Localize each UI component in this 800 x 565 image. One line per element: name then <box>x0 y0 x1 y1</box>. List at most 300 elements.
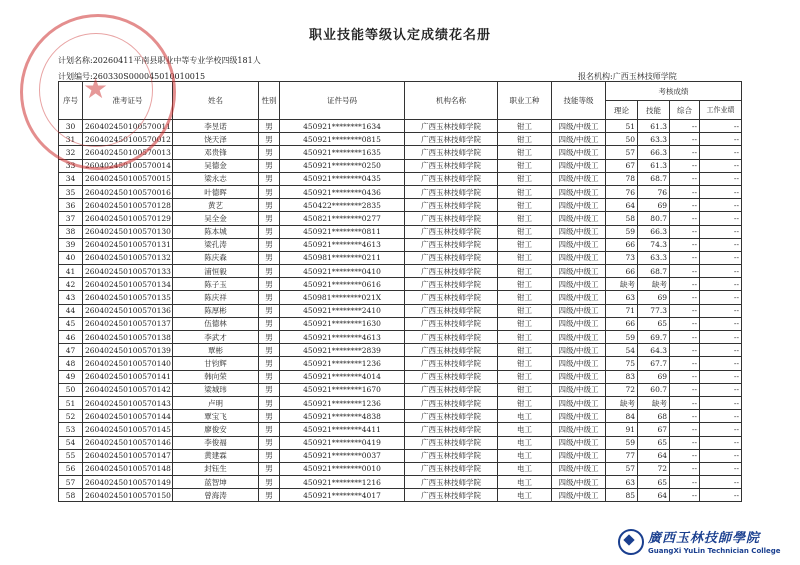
cell-org: 广西玉林技师学院 <box>405 238 498 251</box>
cell-level: 四级/中级工 <box>552 331 606 344</box>
cell-overall: -- <box>670 278 700 291</box>
cell-name: 韩向荣 <box>173 370 259 383</box>
cell-name: 陈庆森 <box>173 251 259 264</box>
cell-theory: 63 <box>606 476 638 489</box>
cell-seq: 56 <box>59 462 83 475</box>
cell-org: 广西玉林技师学院 <box>405 476 498 489</box>
cell-id: 450921********4017 <box>280 489 405 502</box>
cell-job: 钳工 <box>498 317 552 330</box>
table-row <box>59 225 742 238</box>
cell-work: -- <box>700 225 742 238</box>
cell-job: 钳工 <box>498 251 552 264</box>
cell-work: -- <box>700 489 742 502</box>
cell-level: 四级/中级工 <box>552 357 606 370</box>
cell-name: 邓贵锋 <box>173 146 259 159</box>
cell-name: 陈庆祥 <box>173 291 259 304</box>
cell-seq: 31 <box>59 133 83 146</box>
agency-name: 广西玉林技师学院 <box>612 72 677 81</box>
cell-ticket: 260402450100570149 <box>83 476 173 489</box>
table-row <box>59 436 742 449</box>
cell-id: 450981********021X <box>280 291 405 304</box>
cell-gender: 男 <box>259 291 280 304</box>
cell-theory: 72 <box>606 383 638 396</box>
cell-work: -- <box>700 120 742 133</box>
cell-work: -- <box>700 146 742 159</box>
cell-seq: 38 <box>59 225 83 238</box>
cell-level: 四级/中级工 <box>552 344 606 357</box>
cell-gender: 男 <box>259 410 280 423</box>
cell-work: -- <box>700 212 742 225</box>
cell-job: 钳工 <box>498 278 552 291</box>
cell-seq: 54 <box>59 436 83 449</box>
cell-overall: -- <box>670 251 700 264</box>
cell-name: 李昱诺 <box>173 120 259 133</box>
cell-work: -- <box>700 304 742 317</box>
cell-skill: 67 <box>638 423 670 436</box>
cell-ticket: 260402450100570139 <box>83 344 173 357</box>
table-row <box>59 357 742 370</box>
cell-theory: 50 <box>606 133 638 146</box>
cell-work: -- <box>700 370 742 383</box>
cell-job: 钳工 <box>498 304 552 317</box>
cell-id: 450921********0435 <box>280 172 405 185</box>
cell-level: 四级/中级工 <box>552 159 606 172</box>
cell-org: 广西玉林技师学院 <box>405 146 498 159</box>
cell-overall: -- <box>670 436 700 449</box>
cell-org: 广西玉林技师学院 <box>405 225 498 238</box>
document-title: 职业技能等级认定成绩花名册 <box>308 28 491 43</box>
cell-name: 梁永志 <box>173 172 259 185</box>
cell-ticket: 260402450100570012 <box>83 133 173 146</box>
cell-skill: 67.7 <box>638 357 670 370</box>
cell-overall: -- <box>670 449 700 462</box>
cell-skill: 80.7 <box>638 212 670 225</box>
cell-seq: 33 <box>59 159 83 172</box>
table-row <box>59 383 742 396</box>
cell-level: 四级/中级工 <box>552 423 606 436</box>
cell-skill: 缺考 <box>638 396 670 409</box>
cell-level: 四级/中级工 <box>552 146 606 159</box>
cell-job: 电工 <box>498 462 552 475</box>
cell-gender: 男 <box>259 120 280 133</box>
cell-id: 450921********4613 <box>280 238 405 251</box>
cell-work: -- <box>700 265 742 278</box>
plan-name: 20260411平南县职业中等专业学校四级181人 <box>92 56 261 65</box>
header-seq: 序号 <box>59 82 83 120</box>
cell-id: 450921********0250 <box>280 159 405 172</box>
table-row <box>59 410 742 423</box>
header-org: 机构名称 <box>405 82 498 120</box>
cell-skill: 77.3 <box>638 304 670 317</box>
cell-work: -- <box>700 317 742 330</box>
cell-job: 钳工 <box>498 357 552 370</box>
logo-english-name: GuangXi YuLin Technician College <box>648 547 781 555</box>
cell-level: 四级/中级工 <box>552 396 606 409</box>
cell-ticket: 260402450100570142 <box>83 383 173 396</box>
table-row <box>59 317 742 330</box>
cell-gender: 男 <box>259 304 280 317</box>
cell-level: 四级/中级工 <box>552 120 606 133</box>
cell-gender: 男 <box>259 265 280 278</box>
cell-skill: 66.3 <box>638 146 670 159</box>
cell-skill: 61.3 <box>638 159 670 172</box>
cell-overall: -- <box>670 172 700 185</box>
header-name: 姓名 <box>173 82 259 120</box>
cell-name: 曾海涛 <box>173 489 259 502</box>
cell-overall: -- <box>670 370 700 383</box>
header-overall: 综合 <box>670 101 700 120</box>
cell-gender: 男 <box>259 357 280 370</box>
cell-theory: 59 <box>606 225 638 238</box>
cell-job: 钳工 <box>498 159 552 172</box>
cell-org: 广西玉林技师学院 <box>405 436 498 449</box>
cell-overall: -- <box>670 317 700 330</box>
cell-skill: 61.3 <box>638 120 670 133</box>
table-row <box>59 449 742 462</box>
cell-gender: 男 <box>259 251 280 264</box>
cell-ticket: 260402450100570143 <box>83 396 173 409</box>
cell-name: 陈厚彬 <box>173 304 259 317</box>
cell-overall: -- <box>670 185 700 198</box>
cell-overall: -- <box>670 396 700 409</box>
cell-theory: 85 <box>606 489 638 502</box>
cell-skill: 63.3 <box>638 133 670 146</box>
cell-job: 电工 <box>498 436 552 449</box>
cell-theory: 73 <box>606 251 638 264</box>
logo-chinese-name: 廣西玉林技師學院 <box>648 531 761 546</box>
cell-overall: -- <box>670 304 700 317</box>
cell-gender: 男 <box>259 133 280 146</box>
cell-id: 450921********2839 <box>280 344 405 357</box>
cell-theory: 58 <box>606 212 638 225</box>
cell-skill: 68.7 <box>638 265 670 278</box>
header-ticket: 准考证号 <box>83 82 173 120</box>
cell-ticket: 260402450100570015 <box>83 172 173 185</box>
cell-seq: 52 <box>59 410 83 423</box>
college-logo <box>618 527 798 561</box>
cell-level: 四级/中级工 <box>552 410 606 423</box>
cell-theory: 缺考 <box>606 278 638 291</box>
cell-name: 廖俊安 <box>173 423 259 436</box>
table-row <box>59 185 742 198</box>
cell-skill: 65 <box>638 476 670 489</box>
plan-no-label: 计划编号: <box>58 72 93 81</box>
header-work: 工作业绩 <box>700 101 742 120</box>
cell-job: 电工 <box>498 449 552 462</box>
cell-gender: 男 <box>259 436 280 449</box>
cell-job: 钳工 <box>498 199 552 212</box>
cell-job: 钳工 <box>498 383 552 396</box>
cell-theory: 84 <box>606 410 638 423</box>
cell-name: 吴德金 <box>173 159 259 172</box>
cell-level: 四级/中级工 <box>552 449 606 462</box>
cell-job: 钳工 <box>498 225 552 238</box>
cell-overall: -- <box>670 146 700 159</box>
cell-seq: 30 <box>59 120 83 133</box>
cell-job: 钳工 <box>498 172 552 185</box>
cell-org: 广西玉林技师学院 <box>405 462 498 475</box>
cell-job: 钳工 <box>498 238 552 251</box>
cell-overall: -- <box>670 225 700 238</box>
cell-org: 广西玉林技师学院 <box>405 133 498 146</box>
cell-skill: 69 <box>638 370 670 383</box>
cell-id: 450921********1630 <box>280 317 405 330</box>
cell-id: 450921********1635 <box>280 146 405 159</box>
cell-skill: 65 <box>638 317 670 330</box>
cell-id: 450921********0410 <box>280 265 405 278</box>
cell-seq: 42 <box>59 278 83 291</box>
cell-name: 封钰生 <box>173 462 259 475</box>
cell-work: -- <box>700 172 742 185</box>
cell-job: 钳工 <box>498 331 552 344</box>
cell-seq: 49 <box>59 370 83 383</box>
cell-ticket: 260402450100570129 <box>83 212 173 225</box>
cell-gender: 男 <box>259 344 280 357</box>
plan-name-label: 计划名称: <box>58 56 93 65</box>
cell-id: 450921********1236 <box>280 396 405 409</box>
cell-overall: -- <box>670 383 700 396</box>
cell-overall: -- <box>670 423 700 436</box>
cell-gender: 男 <box>259 370 280 383</box>
cell-ticket: 260402450100570128 <box>83 199 173 212</box>
cell-skill: 69 <box>638 291 670 304</box>
cell-work: -- <box>700 449 742 462</box>
cell-skill: 60.7 <box>638 383 670 396</box>
cell-name: 李俊福 <box>173 436 259 449</box>
cell-overall: -- <box>670 410 700 423</box>
cell-work: -- <box>700 476 742 489</box>
cell-org: 广西玉林技师学院 <box>405 304 498 317</box>
cell-job: 钳工 <box>498 120 552 133</box>
cell-work: -- <box>700 331 742 344</box>
cell-seq: 55 <box>59 449 83 462</box>
cell-name: 覃彬 <box>173 344 259 357</box>
cell-gender: 男 <box>259 225 280 238</box>
roster-body <box>59 120 742 502</box>
cell-org: 广西玉林技师学院 <box>405 120 498 133</box>
header-level: 技能等级 <box>552 82 606 120</box>
cell-id: 450921********4411 <box>280 423 405 436</box>
cell-gender: 男 <box>259 489 280 502</box>
cell-id: 450921********0811 <box>280 225 405 238</box>
cell-overall: -- <box>670 357 700 370</box>
cell-level: 四级/中级工 <box>552 225 606 238</box>
cell-job: 电工 <box>498 489 552 502</box>
cell-work: -- <box>700 133 742 146</box>
table-row <box>59 146 742 159</box>
cell-ticket: 260402450100570150 <box>83 489 173 502</box>
cell-gender: 男 <box>259 159 280 172</box>
cell-seq: 58 <box>59 489 83 502</box>
cell-level: 四级/中级工 <box>552 291 606 304</box>
cell-skill: 66.3 <box>638 225 670 238</box>
cell-name: 吴全金 <box>173 212 259 225</box>
table-row <box>59 476 742 489</box>
cell-org: 广西玉林技师学院 <box>405 357 498 370</box>
cell-overall: -- <box>670 199 700 212</box>
cell-work: -- <box>700 238 742 251</box>
cell-gender: 男 <box>259 449 280 462</box>
cell-theory: 57 <box>606 462 638 475</box>
cell-ticket: 260402450100570147 <box>83 449 173 462</box>
cell-overall: -- <box>670 331 700 344</box>
cell-level: 四级/中级工 <box>552 238 606 251</box>
cell-seq: 50 <box>59 383 83 396</box>
cell-skill: 64 <box>638 489 670 502</box>
cell-gender: 男 <box>259 331 280 344</box>
cell-skill: 76 <box>638 185 670 198</box>
cell-job: 钳工 <box>498 344 552 357</box>
cell-level: 四级/中级工 <box>552 251 606 264</box>
score-roster-table <box>58 81 742 502</box>
cell-skill: 65 <box>638 436 670 449</box>
agency-label: 报名机构: <box>578 72 613 81</box>
header-job: 职业工种 <box>498 82 552 120</box>
cell-theory: 64 <box>606 199 638 212</box>
cell-org: 广西玉林技师学院 <box>405 423 498 436</box>
table-row <box>59 331 742 344</box>
cell-gender: 男 <box>259 462 280 475</box>
cell-skill: 68 <box>638 410 670 423</box>
plan-name-line <box>58 55 261 66</box>
cell-overall: -- <box>670 462 700 475</box>
cell-level: 四级/中级工 <box>552 383 606 396</box>
cell-work: -- <box>700 396 742 409</box>
cell-theory: 63 <box>606 291 638 304</box>
cell-org: 广西玉林技师学院 <box>405 251 498 264</box>
cell-id: 450921********1236 <box>280 357 405 370</box>
cell-name: 覃宝飞 <box>173 410 259 423</box>
cell-level: 四级/中级工 <box>552 133 606 146</box>
cell-ticket: 260402450100570134 <box>83 278 173 291</box>
cell-overall: -- <box>670 344 700 357</box>
cell-ticket: 260402450100570146 <box>83 436 173 449</box>
cell-theory: 54 <box>606 344 638 357</box>
cell-gender: 男 <box>259 185 280 198</box>
table-row <box>59 172 742 185</box>
cell-theory: 59 <box>606 331 638 344</box>
cell-overall: -- <box>670 238 700 251</box>
cell-gender: 男 <box>259 476 280 489</box>
cell-ticket: 260402450100570011 <box>83 120 173 133</box>
table-row <box>59 212 742 225</box>
cell-level: 四级/中级工 <box>552 199 606 212</box>
cell-job: 钳工 <box>498 133 552 146</box>
cell-theory: 78 <box>606 172 638 185</box>
college-emblem-icon <box>618 529 644 555</box>
cell-id: 450821********0277 <box>280 212 405 225</box>
cell-theory: 75 <box>606 357 638 370</box>
cell-job: 电工 <box>498 423 552 436</box>
cell-name: 黄建霖 <box>173 449 259 462</box>
header-skill: 技能 <box>638 101 670 120</box>
cell-work: -- <box>700 436 742 449</box>
cell-id: 450422********2835 <box>280 199 405 212</box>
cell-org: 广西玉林技师学院 <box>405 278 498 291</box>
cell-job: 电工 <box>498 410 552 423</box>
cell-level: 四级/中级工 <box>552 436 606 449</box>
cell-theory: 71 <box>606 304 638 317</box>
cell-seq: 34 <box>59 172 83 185</box>
cell-level: 四级/中级工 <box>552 212 606 225</box>
cell-seq: 32 <box>59 146 83 159</box>
cell-id: 450921********0436 <box>280 185 405 198</box>
cell-ticket: 260402450100570013 <box>83 146 173 159</box>
cell-ticket: 260402450100570133 <box>83 265 173 278</box>
cell-theory: 57 <box>606 146 638 159</box>
cell-theory: 66 <box>606 238 638 251</box>
cell-level: 四级/中级工 <box>552 278 606 291</box>
cell-seq: 46 <box>59 331 83 344</box>
cell-gender: 男 <box>259 278 280 291</box>
cell-gender: 男 <box>259 317 280 330</box>
cell-job: 钳工 <box>498 212 552 225</box>
table-row <box>59 199 742 212</box>
cell-level: 四级/中级工 <box>552 172 606 185</box>
cell-id: 450921********0419 <box>280 436 405 449</box>
cell-org: 广西玉林技师学院 <box>405 291 498 304</box>
cell-name: 黄艺 <box>173 199 259 212</box>
cell-ticket: 260402450100570145 <box>83 423 173 436</box>
cell-overall: -- <box>670 489 700 502</box>
cell-ticket: 260402450100570141 <box>83 370 173 383</box>
cell-theory: 缺考 <box>606 396 638 409</box>
cell-seq: 45 <box>59 317 83 330</box>
header-id: 证件号码 <box>280 82 405 120</box>
cell-seq: 51 <box>59 396 83 409</box>
cell-org: 广西玉林技师学院 <box>405 489 498 502</box>
table-row <box>59 120 742 133</box>
cell-work: -- <box>700 462 742 475</box>
cell-name: 饶天泽 <box>173 133 259 146</box>
cell-ticket: 260402450100570135 <box>83 291 173 304</box>
cell-seq: 43 <box>59 291 83 304</box>
cell-gender: 男 <box>259 199 280 212</box>
cell-id: 450921********0616 <box>280 278 405 291</box>
cell-theory: 83 <box>606 370 638 383</box>
cell-job: 钳工 <box>498 370 552 383</box>
cell-gender: 男 <box>259 146 280 159</box>
cell-gender: 男 <box>259 172 280 185</box>
cell-name: 陈子玉 <box>173 278 259 291</box>
table-row <box>59 370 742 383</box>
cell-seq: 47 <box>59 344 83 357</box>
cell-level: 四级/中级工 <box>552 304 606 317</box>
cell-level: 四级/中级工 <box>552 370 606 383</box>
table-row <box>59 462 742 475</box>
cell-work: -- <box>700 278 742 291</box>
cell-work: -- <box>700 199 742 212</box>
cell-seq: 41 <box>59 265 83 278</box>
header-theory: 理论 <box>606 101 638 120</box>
cell-gender: 男 <box>259 423 280 436</box>
cell-org: 广西玉林技师学院 <box>405 396 498 409</box>
cell-ticket: 260402450100570148 <box>83 462 173 475</box>
cell-id: 450921********0010 <box>280 462 405 475</box>
cell-id: 450921********1670 <box>280 383 405 396</box>
cell-org: 广西玉林技师学院 <box>405 212 498 225</box>
cell-seq: 37 <box>59 212 83 225</box>
cell-level: 四级/中级工 <box>552 185 606 198</box>
cell-org: 广西玉林技师学院 <box>405 159 498 172</box>
cell-gender: 男 <box>259 238 280 251</box>
cell-org: 广西玉林技师学院 <box>405 383 498 396</box>
cell-job: 钳工 <box>498 265 552 278</box>
table-row <box>59 278 742 291</box>
plan-no: 260330S000045010010015 <box>92 72 206 81</box>
cell-org: 广西玉林技师学院 <box>405 317 498 330</box>
cell-overall: -- <box>670 476 700 489</box>
